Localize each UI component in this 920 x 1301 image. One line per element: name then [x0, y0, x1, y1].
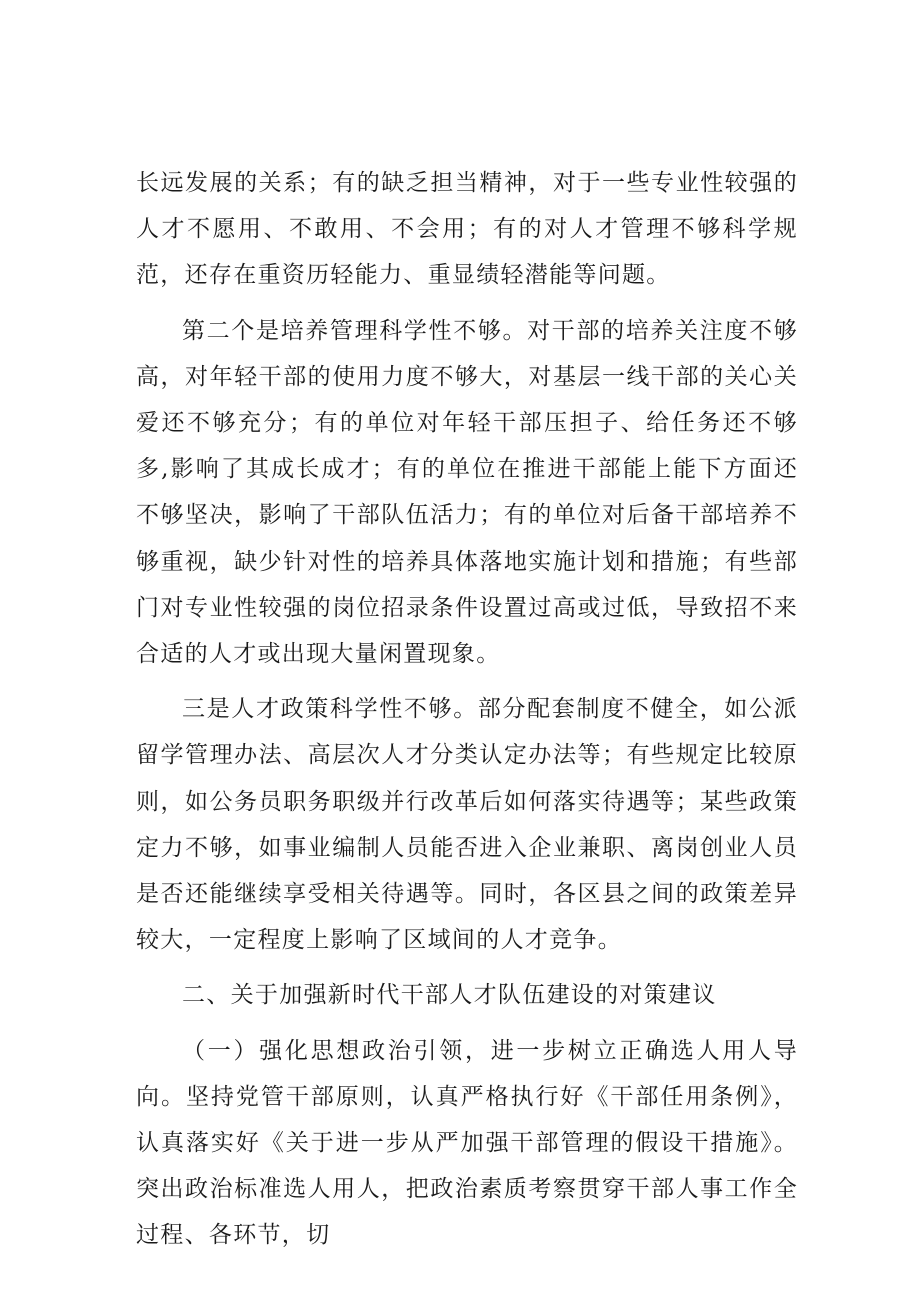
document-body	[136, 160, 798, 1259]
paragraph-continuation: 长远发展的关系；有的缺乏担当精神，对于一些专业性较强的人才不愿用、不敢用、不会用；有的对人才管理不够科学规范，还存在重资历轻能力、重显绩轻潜能等问题。	[136, 170, 798, 289]
section-heading: 二、关于加强新时代干部人才队伍建设的对策建议	[182, 982, 717, 1009]
paragraph-talent-policy: 三是人才政策科学性不够。部分配套制度不健全，如公派留学管理办法、高层次人才分类认定办法等；有些规定比较原则，如公务员职务职级并行改革后如何落实待遇等；某些政策定力不够，如事业编制人员能否进入企业兼职、离岗创业人员是否还能继续享受相关待遇等。同时，各区县之间的政策差异较大，一定程度上影响了区域间的人才竞争。	[136, 696, 798, 954]
paragraph-political-guidance: （一）强化思想政治引领，进一步树立正确选人用人导向。坚持党管干部原则，认真严格执行好《干部任用条例》，认真落实好《关于进一步从严加强干部管理的假设干措施》。突出政治标准选人用人，把政治素质考察贯穿干部人事工作全过程、各环节，切	[136, 1037, 798, 1249]
paragraph-training-management: 第二个是培养管理科学性不够。对干部的培养关注度不够高，对年轻干部的使用力度不够大，对基层一线干部的关心关爱还不够充分；有的单位对年轻干部压担子、给任务还不够多,影响了其成长成才；有的单位在推进干部能上能下方面还不够坚决，影响了干部队伍活力；有的单位对后备干部培养不够重视，缺少针对性的培养具体落地实施计划和措施；有些部门对专业性较强的岗位招录条件设置过高或过低，导致招不来合适的人才或出现大量闲置现象。	[136, 317, 798, 668]
